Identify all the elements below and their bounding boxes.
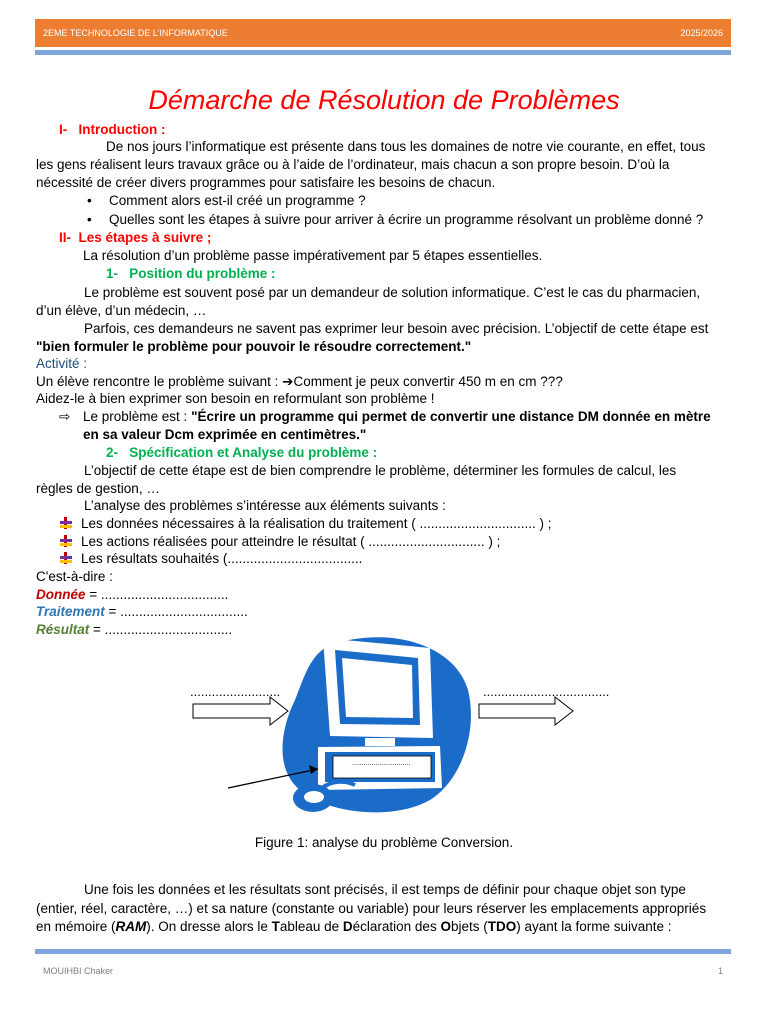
activite-line-1: Un élève rencontre le problème suivant : ➔Comment je peux convertir 450 m en cm ??? (36, 374, 563, 389)
activite-line-4: en sa valeur Dcm exprimée en centimètres." (83, 427, 367, 442)
output-dots: ................................... (483, 684, 610, 699)
activite-label: Activité : (36, 356, 88, 371)
footer-rule (35, 949, 731, 954)
def-donnee: Donnée = .................................. (36, 587, 229, 602)
header-course: 2EME TECHNOLOGIE DE L’INFORMATIQUE (43, 28, 228, 38)
final-line-2: (entier, réel, caractère, …) et sa nature (constante ou variable) pour leurs réserver les emplacements appropriés (36, 901, 707, 916)
element-item-3: Les résultats souhaités (.................................... (59, 550, 755, 567)
spec-line-3: L’analyse des problèmes s’intéresse aux éléments suivants : (84, 498, 446, 513)
subsection-2-heading: 2- Spécification et Analyse du problème : (106, 445, 378, 460)
cest-a-dire: C'est-à-dire : (36, 569, 113, 584)
list-marker-icon (59, 551, 73, 563)
position-line-2: d’un élève, d’un médecin, … (36, 303, 207, 318)
spec-line-1: L’objectif de cette étape est de bien comprendre le problème, déterminer les formules de calcul, les (84, 463, 677, 478)
bullet-icon: • (87, 193, 92, 208)
page-header (35, 19, 731, 47)
position-line-3: Parfois, ces demandeurs ne savent pas exprimer leur besoin avec précision. L’objectif de cette étape est (84, 321, 709, 336)
page-title: Démarche de Résolution de Problèmes (148, 85, 620, 115)
activite-line-3: ⇨ Le problème est : "Écrire un programme qui permet de convertir une distance DM donnée en mètre (59, 409, 711, 424)
page-number: 1 (717, 966, 723, 976)
hollow-arrow-icon: ⇨ (59, 409, 71, 424)
header-rule (35, 50, 731, 55)
section-2-heading: II- Les étapes à suivre ; (59, 230, 212, 245)
element-item-2: Les actions réalisées pour atteindre le résultat ( ............................... ) ; (59, 533, 755, 550)
section-1-heading: I- Introduction : (59, 122, 166, 137)
list-marker-icon (59, 534, 73, 546)
final-line-1: Une fois les données et les résultats sont précisés, il est temps de définir pour chaque objet son type (84, 882, 686, 897)
spec-line-2: règles de gestion, … (36, 481, 160, 496)
arrow-right-icon: ➔ (282, 374, 294, 389)
input-dots: ......................... (190, 684, 281, 699)
position-line-4: "bien formuler le problème pour pouvoir le résoudre correctement." (36, 339, 472, 354)
intro-line-2: les gens réalisent leurs travaux grâce ou à l’aide de l’ordinateur, mais chacun a son propre besoin. D’où la (36, 157, 670, 172)
activite-line-2: Aidez-le à bien exprimer son besoin en reformulant son problème ! (36, 391, 435, 406)
def-traitement: Traitement = .................................. (36, 604, 248, 619)
bullet-icon: • (87, 212, 92, 227)
intro-line-3: nécessité de créer divers programmes pour satisfaire les besoins de chacun. (36, 175, 496, 190)
intro-line-1: De nos jours l’informatique est présente dans tous les domaines de notre vie courante, en effet, tous (106, 139, 706, 154)
screen-dots: .............................. (352, 760, 411, 767)
subsection-1-heading: 1- Position du problème : (106, 266, 276, 281)
intro-bullet-2: • Quelles sont les étapes à suivre pour arriver à écrire un programme résolvant un problème donné ? (87, 212, 704, 227)
list-marker-icon (59, 516, 73, 528)
def-resultat: Résultat = .................................. (36, 622, 233, 637)
intro-bullet-1: • Comment alors est-il créé un programme ? (87, 193, 366, 208)
final-line-3: en mémoire (RAM). On dresse alors le Tableau de Déclaration des Objets (TDO) ayant la forme suivante : (36, 919, 672, 934)
figure-conversion (0, 620, 768, 830)
figure-caption: Figure 1: analyse du problème Conversion. (254, 835, 514, 850)
footer-author: MOUIHBI Chaker (43, 966, 114, 976)
computer-illustration (0, 620, 768, 830)
page-footer (43, 966, 723, 976)
header-year: 2025/2026 (680, 28, 723, 38)
section-2-text: La résolution d’un problème passe impérativement par 5 étapes essentielles. (83, 248, 543, 263)
element-item-1: Les données nécessaires à la réalisation du traitement ( ............................... ) ; (59, 515, 755, 532)
position-line-1: Le problème est souvent posé par un demandeur de solution informatique. C’est le cas du pharmacien, (84, 285, 701, 300)
